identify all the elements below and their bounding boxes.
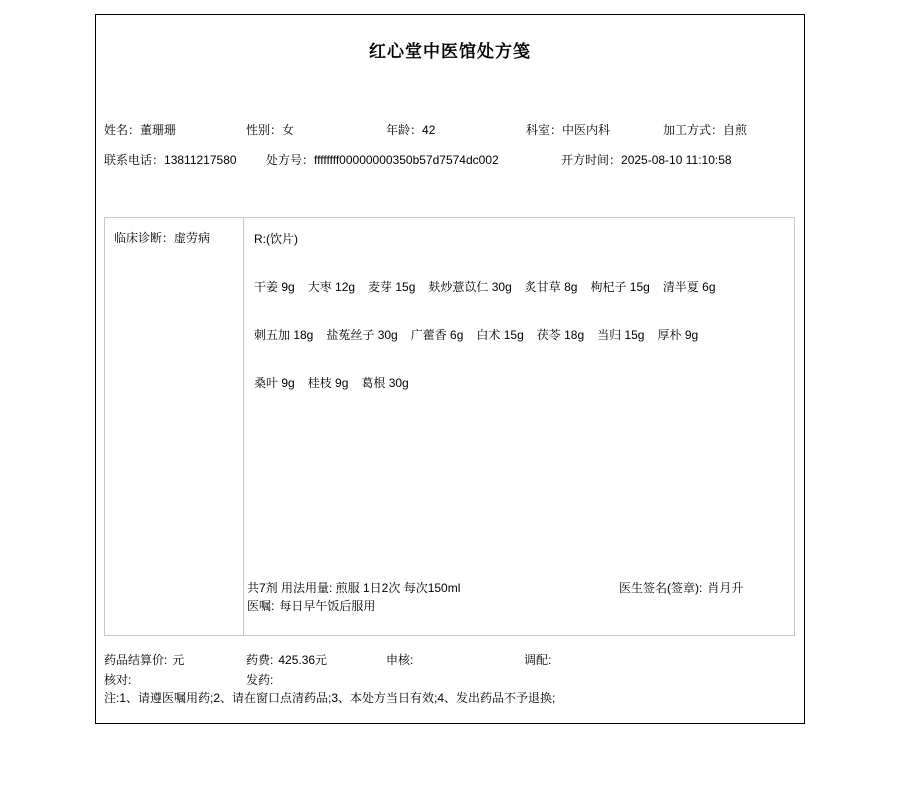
fee-field: [246, 651, 327, 668]
patient-name-value: 董珊珊: [140, 123, 177, 137]
herb-item: 厚朴 9g: [657, 328, 699, 342]
herb-item: 当归 15g: [597, 328, 645, 342]
patient-gender-value: 女: [282, 123, 295, 137]
department-label: 科室：: [526, 123, 563, 137]
herb-item: 麦芽 15g: [368, 280, 416, 294]
check-field: [104, 671, 136, 688]
rx-header: R:(饮片): [254, 232, 298, 246]
prescription-box: [104, 217, 795, 636]
doctor-signature-label: 医生签名(签章):: [619, 581, 703, 595]
diagnosis-label: 临床诊断：: [114, 231, 175, 245]
herb-item: 炙甘草 8g: [524, 280, 578, 294]
patient-gender-label: 性别：: [246, 123, 283, 137]
patient-gender-field: [246, 121, 294, 138]
herb-item: 盐菟丝子 30g: [326, 328, 398, 342]
review-label: 申核:: [386, 653, 414, 667]
herb-item: 广藿香 6g: [410, 328, 464, 342]
issue-time-value: 2025-08-10 11:10:58: [621, 153, 732, 167]
herb-item: 桂枝 9g: [307, 376, 349, 390]
herb-item: 清半夏 6g: [662, 280, 716, 294]
patient-name-label: 姓名：: [104, 123, 141, 137]
phone-field: [104, 151, 237, 168]
rx-column: [245, 218, 794, 635]
processing-method-label: 加工方式：: [663, 123, 724, 137]
medical-advice-label: 医嘱:: [247, 599, 275, 613]
page-title: 红心堂中医馆处方笺: [369, 42, 531, 61]
medical-advice-value: 每日早午饭后服用: [279, 599, 376, 613]
footer-note: 注:1、请遵医嘱用药;2、请在窗口点清药品;3、本处方当日有效;4、发出药品不予退换;: [104, 691, 556, 705]
dispense-field: [246, 671, 278, 688]
phone-value: 13811217580: [164, 153, 237, 167]
phone-label: 联系电话：: [104, 153, 165, 167]
herb-line: [254, 326, 711, 343]
herb-line: [254, 374, 422, 391]
settle-price-value: 元: [172, 653, 185, 667]
herb-item: 葛根 30g: [361, 376, 409, 390]
patient-age-value: 42: [422, 123, 436, 137]
herb-item: 干姜 9g: [254, 280, 295, 294]
rx-number-field: [266, 151, 499, 168]
department-field: [526, 121, 610, 138]
herb-item: 大枣 12g: [307, 280, 356, 294]
doctor-signature-field: [619, 579, 743, 596]
patient-age-label: 年龄：: [386, 123, 423, 137]
rx-number-value: ffffffff00000000350b57d7574dc002: [314, 153, 499, 167]
check-label: 核对:: [104, 673, 132, 687]
rx-number-label: 处方号：: [266, 153, 315, 167]
review-field: [386, 651, 418, 668]
usage-summary: 共7剂 用法用量: 煎服 1日2次 每次150ml: [247, 581, 461, 595]
patient-name-field: [104, 121, 176, 138]
herb-item: 白术 15g: [476, 328, 524, 342]
herb-line: [254, 278, 729, 295]
herb-item: 刺五加 18g: [254, 328, 314, 342]
herb-item: 桑叶 9g: [254, 376, 295, 390]
prescription-page: [95, 14, 805, 724]
medical-advice-field: [247, 597, 375, 614]
department-value: 中医内科: [562, 123, 611, 137]
issue-time-field: [561, 151, 732, 168]
patient-age-field: [386, 121, 435, 138]
processing-method-value: 自煎: [723, 123, 748, 137]
herb-item: 麸炒薏苡仁 30g: [428, 280, 512, 294]
prepare-label: 调配:: [524, 653, 552, 667]
herb-item: 茯苓 18g: [536, 328, 585, 342]
prepare-field: [524, 651, 556, 668]
processing-method-field: [663, 121, 747, 138]
diagnosis-value: 虚劳病: [174, 231, 211, 245]
doctor-signature-value: 肖月升: [707, 581, 744, 595]
herb-item: 枸杞子 15g: [590, 280, 650, 294]
fee-label: 药费:: [246, 653, 274, 667]
settle-price-field: [104, 651, 184, 668]
diagnosis-column: [105, 218, 244, 635]
fee-value: 425.36元: [278, 653, 328, 667]
dispense-label: 发药:: [246, 673, 274, 687]
issue-time-label: 开方时间：: [561, 153, 622, 167]
settle-price-label: 药品结算价:: [104, 653, 168, 667]
diagnosis-field: [114, 229, 210, 246]
